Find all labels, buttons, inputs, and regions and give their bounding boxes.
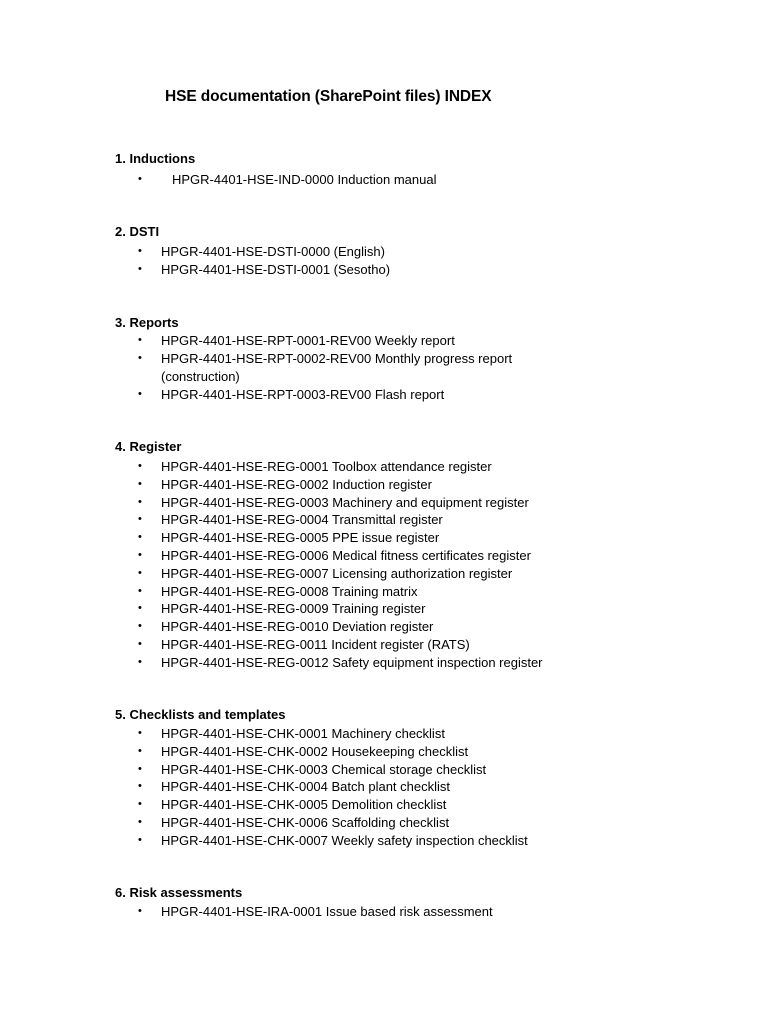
list-item <box>138 243 385 261</box>
list-item <box>138 511 443 529</box>
list-item-text: HPGR-4401-HSE-REG-0005 PPE issue register <box>161 530 440 546</box>
list-item <box>138 778 450 796</box>
list-item-text: HPGR-4401-HSE-REG-0004 Transmittal register <box>161 512 443 528</box>
list-item <box>138 494 529 512</box>
section-heading-reports: 3. Reports <box>115 315 179 330</box>
bullet-icon: • <box>138 388 142 400</box>
list-item-text: HPGR-4401-HSE-CHK-0006 Scaffolding checklist <box>161 815 450 830</box>
bullet-icon: • <box>138 638 142 650</box>
list-item-text: HPGR-4401-HSE-CHK-0003 Chemical storage checklist <box>161 761 487 777</box>
section-heading-dsti: 2. DSTI <box>115 224 160 239</box>
bullet-icon: • <box>138 762 142 775</box>
list-item <box>138 761 486 779</box>
bullet-icon: • <box>138 780 142 793</box>
list-item <box>138 565 512 583</box>
list-item <box>138 636 470 654</box>
list-item-text: HPGR-4401-HSE-CHK-0002 Housekeeping checklist <box>161 743 469 759</box>
bullet-icon: • <box>138 245 142 257</box>
bullet-icon: • <box>138 727 142 739</box>
bullet-icon: • <box>138 584 142 597</box>
list-item-text: HPGR-4401-HSE-CHK-0001 Machinery checklist <box>161 726 445 741</box>
list-item <box>138 796 446 814</box>
list-item <box>138 476 432 494</box>
list-item <box>138 547 531 565</box>
list-item-text: HPGR-4401-HSE-REG-0010 Deviation register <box>161 619 434 635</box>
list-item <box>138 386 444 404</box>
bullet-icon: • <box>138 602 142 615</box>
document-title: HSE documentation (SharePoint files) INDEX <box>165 88 492 105</box>
list-item-text: HPGR-4401-HSE-DSTI-0000 (English) <box>161 244 385 259</box>
list-item-continuation: (construction) <box>161 369 240 384</box>
section-heading-checklists: 5. Checklists and templates <box>115 707 286 722</box>
list-item-text: HPGR-4401-HSE-IRA-0001 Issue based risk assessment <box>161 904 493 919</box>
section-heading-register: 4. Register <box>115 439 182 454</box>
list-item <box>138 261 390 279</box>
bullet-icon: • <box>138 531 142 544</box>
list-item <box>138 725 445 743</box>
list-item <box>138 332 455 350</box>
bullet-icon: • <box>138 744 142 757</box>
bullet-icon: • <box>138 334 142 346</box>
list-item <box>138 600 425 618</box>
bullet-icon: • <box>138 833 142 846</box>
list-item <box>138 832 528 850</box>
bullet-icon: • <box>138 549 142 561</box>
list-item <box>138 814 449 832</box>
list-item <box>138 583 417 601</box>
bullet-icon: • <box>138 566 142 579</box>
bullet-icon: • <box>138 513 142 526</box>
bullet-icon: • <box>138 798 142 811</box>
list-item <box>138 171 436 189</box>
bullet-icon: • <box>138 352 142 364</box>
list-item-text: HPGR-4401-HSE-RPT-0001-REV00 Weekly report <box>161 333 455 348</box>
list-item-text: HPGR-4401-HSE-REG-0007 Licensing authorization register <box>161 565 513 581</box>
list-item <box>138 903 493 921</box>
list-item-text: HPGR-4401-HSE-CHK-0005 Demolition checklist <box>161 797 447 813</box>
list-item <box>138 654 543 672</box>
list-item-text: HPGR-4401-HSE-IND-0000 Induction manual <box>172 172 437 187</box>
list-item-text: HPGR-4401-HSE-REG-0008 Training matrix <box>161 583 418 599</box>
bullet-icon: • <box>138 816 142 828</box>
list-item-text: HPGR-4401-HSE-REG-0001 Toolbox attendance register <box>161 459 492 474</box>
bullet-icon: • <box>138 477 142 490</box>
list-item-text: HPGR-4401-HSE-RPT-0002-REV00 Monthly progress report <box>161 351 513 366</box>
list-item-text: HPGR-4401-HSE-REG-0002 Induction register <box>161 476 432 492</box>
bullet-icon: • <box>138 905 142 917</box>
list-item <box>138 743 468 761</box>
list-item <box>138 618 433 636</box>
section-heading-inductions: 1. Inductions <box>115 151 196 166</box>
list-item-text: HPGR-4401-HSE-CHK-0004 Batch plant checklist <box>161 779 451 795</box>
list-item-text: HPGR-4401-HSE-REG-0012 Safety equipment inspection register <box>161 654 543 670</box>
list-item <box>138 350 512 368</box>
section-heading-risk-assessments: 6. Risk assessments <box>115 885 243 900</box>
list-item-text: HPGR-4401-HSE-DSTI-0001 (Sesotho) <box>161 262 391 277</box>
bullet-icon: • <box>138 263 142 275</box>
bullet-icon: • <box>138 460 142 472</box>
list-item-text: HPGR-4401-HSE-RPT-0003-REV00 Flash report <box>161 387 445 402</box>
bullet-icon: • <box>138 655 142 668</box>
list-item-text: HPGR-4401-HSE-REG-0006 Medical fitness certificates register <box>161 548 531 563</box>
list-item-text: HPGR-4401-HSE-REG-0009 Training register <box>161 601 426 617</box>
list-item <box>138 458 492 476</box>
bullet-icon: • <box>138 173 142 185</box>
list-item-text: HPGR-4401-HSE-REG-0011 Incident register (RATS) <box>161 637 470 652</box>
list-item-text: HPGR-4401-HSE-REG-0003 Machinery and equipment register <box>161 494 529 510</box>
bullet-icon: • <box>138 620 142 633</box>
bullet-icon: • <box>138 495 142 508</box>
list-item <box>138 529 439 547</box>
list-item-text: HPGR-4401-HSE-CHK-0007 Weekly safety inspection checklist <box>161 832 528 848</box>
